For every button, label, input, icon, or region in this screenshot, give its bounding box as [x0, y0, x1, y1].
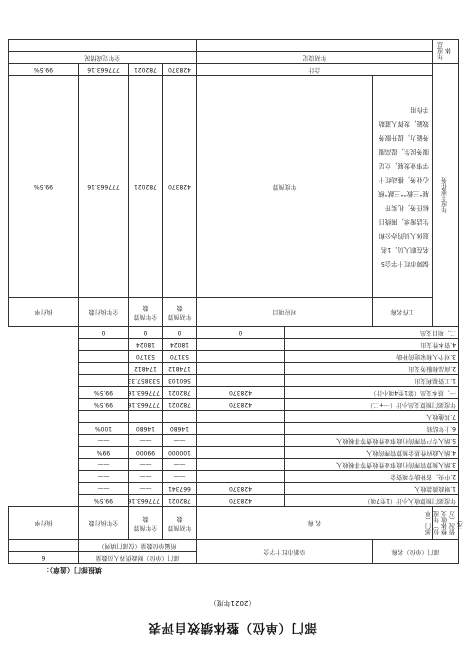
budget-row-full-exec: 18024 [128, 339, 162, 351]
budget-row-full-budget: 782021 [162, 399, 196, 411]
overall-col-completion: 全年完成情况 [8, 52, 196, 64]
budget-row [8, 363, 458, 375]
budget-row-rate: 99.5% [78, 387, 128, 399]
budget-row [8, 399, 458, 411]
budget-row-name: 7.其他收入 [284, 411, 458, 423]
budget-row-full-budget: 560103 [162, 375, 196, 387]
budget-row-name: 年度部门预算收入小计（1至7项） [284, 495, 458, 507]
budget-row [8, 351, 458, 363]
budget-row [8, 411, 458, 423]
budget-row-name: 3.对个人和家庭的补助 [284, 351, 458, 363]
budget-row-rate [78, 411, 128, 423]
overall-completion-value [8, 40, 196, 52]
task-initial: 428370 [162, 76, 196, 298]
tasks-header-task: 工作名称 [372, 298, 432, 327]
tasks-header-rate: 执行率 [8, 298, 78, 327]
budget-row-rate [78, 375, 128, 387]
sub-unit-label: 所属单位数量（仅部门填列） [78, 540, 196, 552]
budget-row-rate: 0 [78, 327, 128, 339]
budget-row-rate: —— [78, 483, 128, 495]
budget-row-initial: 428370 [196, 495, 284, 507]
budget-row-full-budget: 14680 [162, 423, 196, 435]
tasks-header-project: 对应项目 [196, 298, 372, 327]
budget-row [8, 375, 458, 387]
budget-row-rate: —— [78, 471, 128, 483]
budget-header-full-exec: 全年执行数 [78, 507, 128, 540]
sub-unit-value [8, 540, 78, 552]
dept-name-label: 部门（单位）名称 [372, 540, 458, 564]
year-label: （2021年度） [209, 599, 256, 607]
budget-row-initial: 428370 [196, 387, 284, 399]
tasks-side-label: 年度主要任务 [433, 64, 459, 327]
budget-row-full-budget: 782021 [162, 387, 196, 399]
budget-row-full-budget: —— [162, 435, 196, 447]
budget-row [8, 327, 458, 339]
budget-row-initial [196, 363, 284, 375]
budget-row-name: 年度部门预算支出小计（一+二） [284, 399, 458, 411]
budget-row-name: 3.纳入预算管理的行政事业性收费等非税收入 [284, 459, 458, 471]
budget-row-name: 2.商品和服务支出 [284, 363, 458, 375]
budget-row-full-exec: 777663.16 [128, 387, 162, 399]
budget-row-rate: 100% [78, 423, 128, 435]
budget-row-initial [196, 459, 284, 471]
budget-row-initial [196, 471, 284, 483]
tasks-total-rate: 99.5% [8, 64, 78, 76]
budget-row-rate [78, 351, 128, 363]
budget-row [8, 423, 458, 435]
overall-col-initial: 年初设定 [196, 52, 432, 64]
budget-row-initial: 428370 [196, 399, 284, 411]
budget-row-initial [196, 435, 284, 447]
budget-row-full-budget: 782021 [162, 495, 196, 507]
budget-row-full-budget: 18024 [162, 339, 196, 351]
budget-row-name: 一、基本支出（第1至4项小计） [284, 387, 458, 399]
task-rate: 99.5% [8, 76, 78, 298]
budget-row-name: 4.纳入政府性基金预算管理的收入 [284, 447, 458, 459]
budget-row-name: 6.上年结转 [284, 423, 458, 435]
budget-header-full-budget: 全年预算数 [128, 507, 162, 540]
budget-row-rate [78, 339, 128, 351]
budget-row-initial: 0 [196, 327, 284, 339]
budget-row-rate [78, 363, 128, 375]
budget-row-full-exec: —— [128, 435, 162, 447]
tasks-header-full-budget: 全年预算数 [128, 298, 162, 327]
tasks-header-initial: 年初预算数 [162, 298, 196, 327]
budget-row [8, 495, 458, 507]
budget-row-initial [196, 447, 284, 459]
budget-header-rate: 执行率 [8, 507, 78, 540]
fill-department-label: 填报部门（盖章）： [42, 566, 102, 574]
tasks-header-full-exec: 全年执行数 [78, 298, 128, 327]
task-description: 保障市红十字会5名在职人员、1名退休人员的办公和生活需求，围绕目标任务，扎实开展“三救”“三献”核心业务，推动红十字事业发展，立足服务民生，提高服务能力，提升服务效能，发挥人道助手作用 [372, 76, 432, 298]
budget-row-full-budget: —— [162, 471, 196, 483]
budget-row-full-budget [162, 411, 196, 423]
budget-row-initial [196, 411, 284, 423]
dept-name-value: 阜新市红十字会 [196, 540, 372, 564]
staff-count-label: 部门（单位）财政供养人员数量 [78, 552, 196, 564]
budget-row-rate: —— [78, 459, 128, 471]
task-project: 年度预算 [196, 76, 372, 298]
page-title: 部门（单位）整体绩效自评表 [148, 621, 318, 636]
budget-row-name: 2.中央、省补助专项资金 [284, 471, 458, 483]
budget-row-full-budget: 667341 [162, 483, 196, 495]
overall-side-label: 年度总体 [433, 40, 459, 64]
budget-row-full-exec: —— [128, 483, 162, 495]
budget-row-full-budget: 0 [162, 327, 196, 339]
budget-row-full-exec: 99000 [128, 447, 162, 459]
budget-row-full-exec [128, 411, 162, 423]
budget-row [8, 459, 458, 471]
budget-row-full-exec: 53170 [128, 351, 162, 363]
budget-row-full-budget: 53170 [162, 351, 196, 363]
tasks-total-full-exec: 777663.16 [78, 64, 128, 76]
tasks-total-full-budget: 782021 [128, 64, 162, 76]
budget-row-full-budget: —— [162, 459, 196, 471]
budget-row-initial [196, 339, 284, 351]
budget-row [8, 483, 458, 495]
overall-initial-value [196, 40, 432, 52]
tasks-total-initial: 428370 [162, 64, 196, 76]
budget-row-rate: —— [78, 435, 128, 447]
budget-row-name: 1.工资福利支出 [284, 375, 458, 387]
budget-row-full-exec: 533857.33 [128, 375, 162, 387]
budget-row [8, 387, 458, 399]
task-full-budget: 782021 [128, 76, 162, 298]
budget-row-rate: 99% [78, 447, 128, 459]
tasks-total-label: 合计 [196, 64, 432, 76]
budget-row [8, 339, 458, 351]
budget-side-label: 部门（单位）年度整体收支情况（万元） [433, 507, 459, 540]
budget-row-rate: 99.5% [78, 399, 128, 411]
budget-row-name: 5.纳入专户管理的行政事业性收费等非税收入 [284, 435, 458, 447]
budget-row-full-exec: 0 [128, 327, 162, 339]
budget-row-name: 4.资本性支出 [284, 339, 458, 351]
evaluation-table [8, 39, 465, 564]
budget-row [8, 447, 458, 459]
budget-header-initial: 年初预算数 [162, 507, 196, 540]
budget-row-full-exec: —— [128, 459, 162, 471]
budget-row-full-exec: 14680 [128, 423, 162, 435]
budget-row-name: 1.财政拨款收入 [284, 483, 458, 495]
budget-row-initial [196, 351, 284, 363]
budget-row [8, 435, 458, 447]
task-full-exec: 777663.16 [78, 76, 128, 298]
budget-row-rate: 99.5% [78, 495, 128, 507]
budget-row-full-budget: 174812 [162, 363, 196, 375]
budget-row-initial [196, 375, 284, 387]
budget-row-full-exec: 777663.16 [128, 495, 162, 507]
budget-row-full-budget: 100000 [162, 447, 196, 459]
budget-row-full-exec: 777663.16 [128, 399, 162, 411]
budget-row-name: 二、项目支出 [284, 327, 458, 339]
budget-row-initial [196, 423, 284, 435]
budget-row-full-exec: 174812 [128, 363, 162, 375]
budget-row [8, 471, 458, 483]
budget-row-initial: 428370 [196, 483, 284, 495]
budget-header-name: 名 称 [196, 507, 432, 540]
budget-row-full-exec: —— [128, 471, 162, 483]
staff-count-value: 6 [8, 552, 78, 564]
